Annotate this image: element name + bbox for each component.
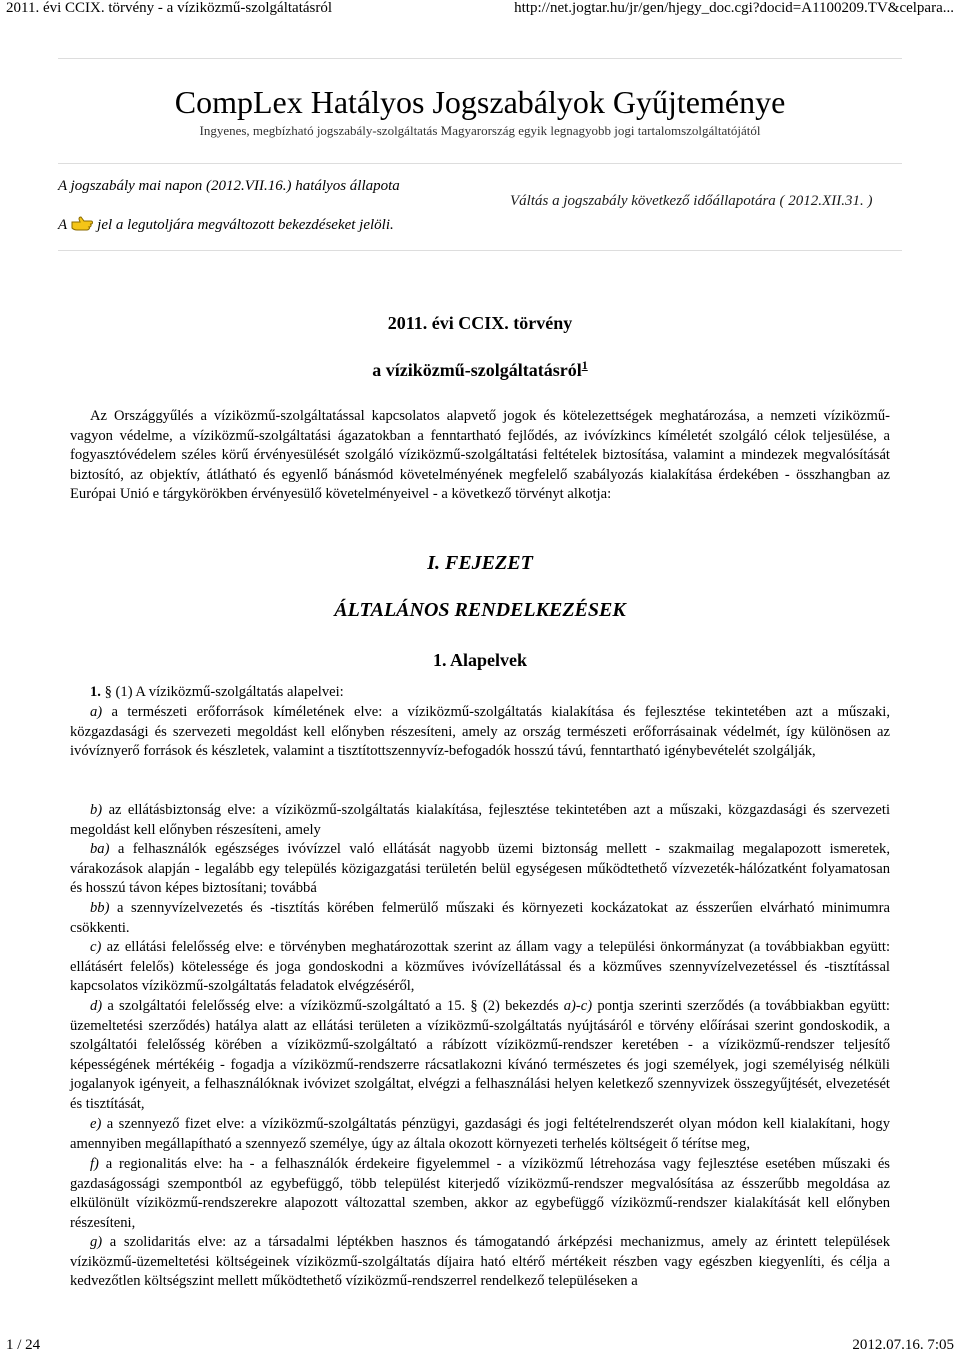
point-d-text-2: pontja szerinti szerződés (a továbbiakban együtt: üzemeltetési szerződés) hatálya alatt az ellátási területen a víziközmű-szolgáltatás nyújtásáról e törvény előírásai szerint gondoskodik, a szolgáltatói felelősség körében a víziközmű-szolgáltató a rábízott víziközmű-rendszer keretében - a víziközmű-rendszer teljesítő képességének mértékéig - fogadja a víziközmű-rendszerre rácsatlakozni kívánó természetes és jogi személyek, jogi személyiség nélküli jogalanyok igényeit, a felhasználóknak ivóvizet szolgáltat, elvégzi a felhasználási helyen keletkező szennyvizek összegyűjtését, elvezetését és tisztítását, [70,998,890,1112]
point-d-ref: a)-c) [563,998,593,1014]
point-b [70,801,890,840]
section-1-intro [70,683,890,703]
preamble [70,407,890,505]
point-d-label: d) [90,998,103,1014]
point-ba-label: ba) [90,841,110,857]
marker-prefix: A [58,217,68,233]
point-a-label: a) [90,704,103,720]
section-number: 1. [90,684,101,700]
footnote-link[interactable]: 1 [581,358,588,372]
point-bb-label: bb) [90,900,110,916]
site-subtitle: Ingyenes, megbízható jogszabály-szolgáltatás Magyarország egyik legnagyobb jogi tartalomszolgáltatójától [199,123,761,138]
chapter-number: I. FEJEZET [427,552,533,574]
point-bb [70,899,890,938]
point-f-text: a regionalitás elve: ha - a felhasználók érdekeire figyelemmel - a víziközmű létrehozása vagy fejlesztése esetében műszaki és gazdaságossági szempontból az egybefüggő, több települést kiterjedő víziközmű-rendszer megvalósítása az ésszerűbb megoldása az elkülönült víziközmű-rendszerekre alapozott változattal szemben, akkor az egybefüggő víziközmű-rendszer kialakítását kell előnyben részesíteni, [70,1156,890,1231]
chapter-title: ÁLTALÁNOS RENDELKEZÉSEK [334,599,626,621]
next-state-link[interactable]: Váltás a jogszabály következő időállapotára ( 2012.XII.31. ) [510,193,873,209]
state-divider [58,250,902,251]
point-e-label: e) [90,1116,102,1132]
point-b-text: az ellátásbiztonság elve: a víziközmű-szolgáltatás kialakítása, fejlesztése tekintetében azt a műszaki, közgazdasági és szervezeti megoldást kell előnyben részesíteni, amely [70,802,890,838]
preamble-text: Az Országgyűlés a víziközmű-szolgáltatással kapcsolatos alapvető jogok és kötelezettségek meghatározása, a nemzeti víziközmű-vagyon védelme, a víziközmű-szolgáltatási ágazatokban a fenntartható fejlődés, az ivóvízkincs kíméletét szolgáló célok teljesülése, a fogyasztóvédelem széles körű érvényesülését szolgáló víziközmű-szolgáltatási feltételek biztosítása, valamint a mindezek megvalósítását biztosító, az objektív, átlátható és egyenlő bánásmód követelményének megfelelő szabályozás kialakítása érdekében - összhangban az Európai Unió e tárgykörökben érvényesülő követelményeivel - a következő törvényt alkotja: [70,408,890,503]
point-a-text: a természeti erőforrások kíméletének elve: a víziközmű-szolgáltatás kialakítása és fejlesztése tekintetében azt a műszaki, közgazdasági és szervezeti megoldást kell előnyben részesíteni, amely az ország természeti erőforrásainak védelmét, így különösen az ivóvíznyerő források és készletek, valamint a tisztítottszennyvíz-befogadók hosszú távú, fenntartható igénybevételét szolgálják, [70,704,890,760]
print-datetime: 2012.07.16. 7:05 [852,1337,954,1353]
marker-text: jel a legutoljára megváltozott bekezdéseket jelöli. [97,217,394,233]
print-header-url: http://net.jogtar.hu/jr/gen/hjegy_doc.cgi?docid=A1100209.TV&celpara... [514,0,954,16]
point-d [70,997,890,1115]
point-e [70,1115,890,1154]
point-ba [70,840,890,899]
point-g-label: g) [90,1234,103,1250]
point-g-text: a szolidaritás elve: az a társadalmi léptékben hasznos és támogatandó árképzési mechanizmus, amely az érintett települések víziközmű-üzemeltetési költségeinek víziközmű-szolgáltatás díjaira ható eltérő mértékeit részben vagy egészben kiegyenlíti, és célja a kedvezőtlen költségszint mellett működtethető víziközmű-rendszerrel rendelkező településeken a [70,1234,891,1290]
law-subtitle-text: a víziközmű-szolgáltatásról [372,360,582,380]
change-marker-legend [58,216,394,234]
point-g [70,1233,890,1292]
current-state-line: A jogszabály mai napon (2012.VII.16.) hatályos állapota [58,178,400,194]
point-c [70,938,890,997]
law-subtitle [0,358,960,381]
pointing-hand-icon [71,216,93,232]
point-f-label: f) [90,1156,99,1172]
site-title: CompLex Hatályos Jogszabályok Gyűjteménye [174,84,786,120]
section-title: 1. Alapelvek [432,650,527,670]
law-title: 2011. évi CCIX. törvény [387,313,573,333]
print-header-title: 2011. évi CCIX. törvény - a víziközmű-szolgáltatásról [6,0,333,16]
section-1-intro-text: § (1) A víziközmű-szolgáltatás alapelvei: [104,684,344,700]
point-ba-text: a felhasználók egészséges ivóvízzel való ellátását nagyobb üzemi biztonság mellett - szakmailag megalapozott ismeretek, várakozások alapján - legalább egy település közigazgatási területén belül egységesen működtethető vízvezeték-hálózatként folyamatosan és hosszú távon képes biztosítani; továbbá [70,841,890,897]
point-d-text-1: a szolgáltatói felelősség elve: a víziközmű-szolgáltató a 15. § (2) bekezdés [107,998,559,1014]
point-b-label: b) [90,802,103,818]
point-e-text: a szennyező fizet elve: a víziközmű-szolgáltatás pénzügyi, gazdasági és jogi feltételrendszerét olyan módon kell kialakítani, hogy amennyiben megállapítható a szennyező személye, úgy az általa okozott környezeti terhelés költségeit ő térítse meg, [70,1116,890,1152]
point-f [70,1155,890,1233]
header-divider [58,163,902,164]
point-c-text: az ellátási felelősség elve: e törvényben meghatározottak szerint az állam vagy a települési önkormányzat (a továbbiakban együtt: ellátásért felelős) kötelessége és joga gondoskodni a közműves ivóvízellátással és a közműves szennyvízelvezetéssel és -tisztítással kapcsolatos víziközmű-szolgáltatás feladatok elvégzéséről, [70,939,890,995]
top-divider [58,58,902,59]
point-c-label: c) [90,939,102,955]
page-counter: 1 / 24 [6,1337,41,1353]
point-a [70,703,890,762]
point-bb-text: a szennyvízelvezetés és -tisztítás körében felmerülő műszaki és környezeti kockázatokat az ésszerűen elvárható minimumra csökkenti. [70,900,890,936]
